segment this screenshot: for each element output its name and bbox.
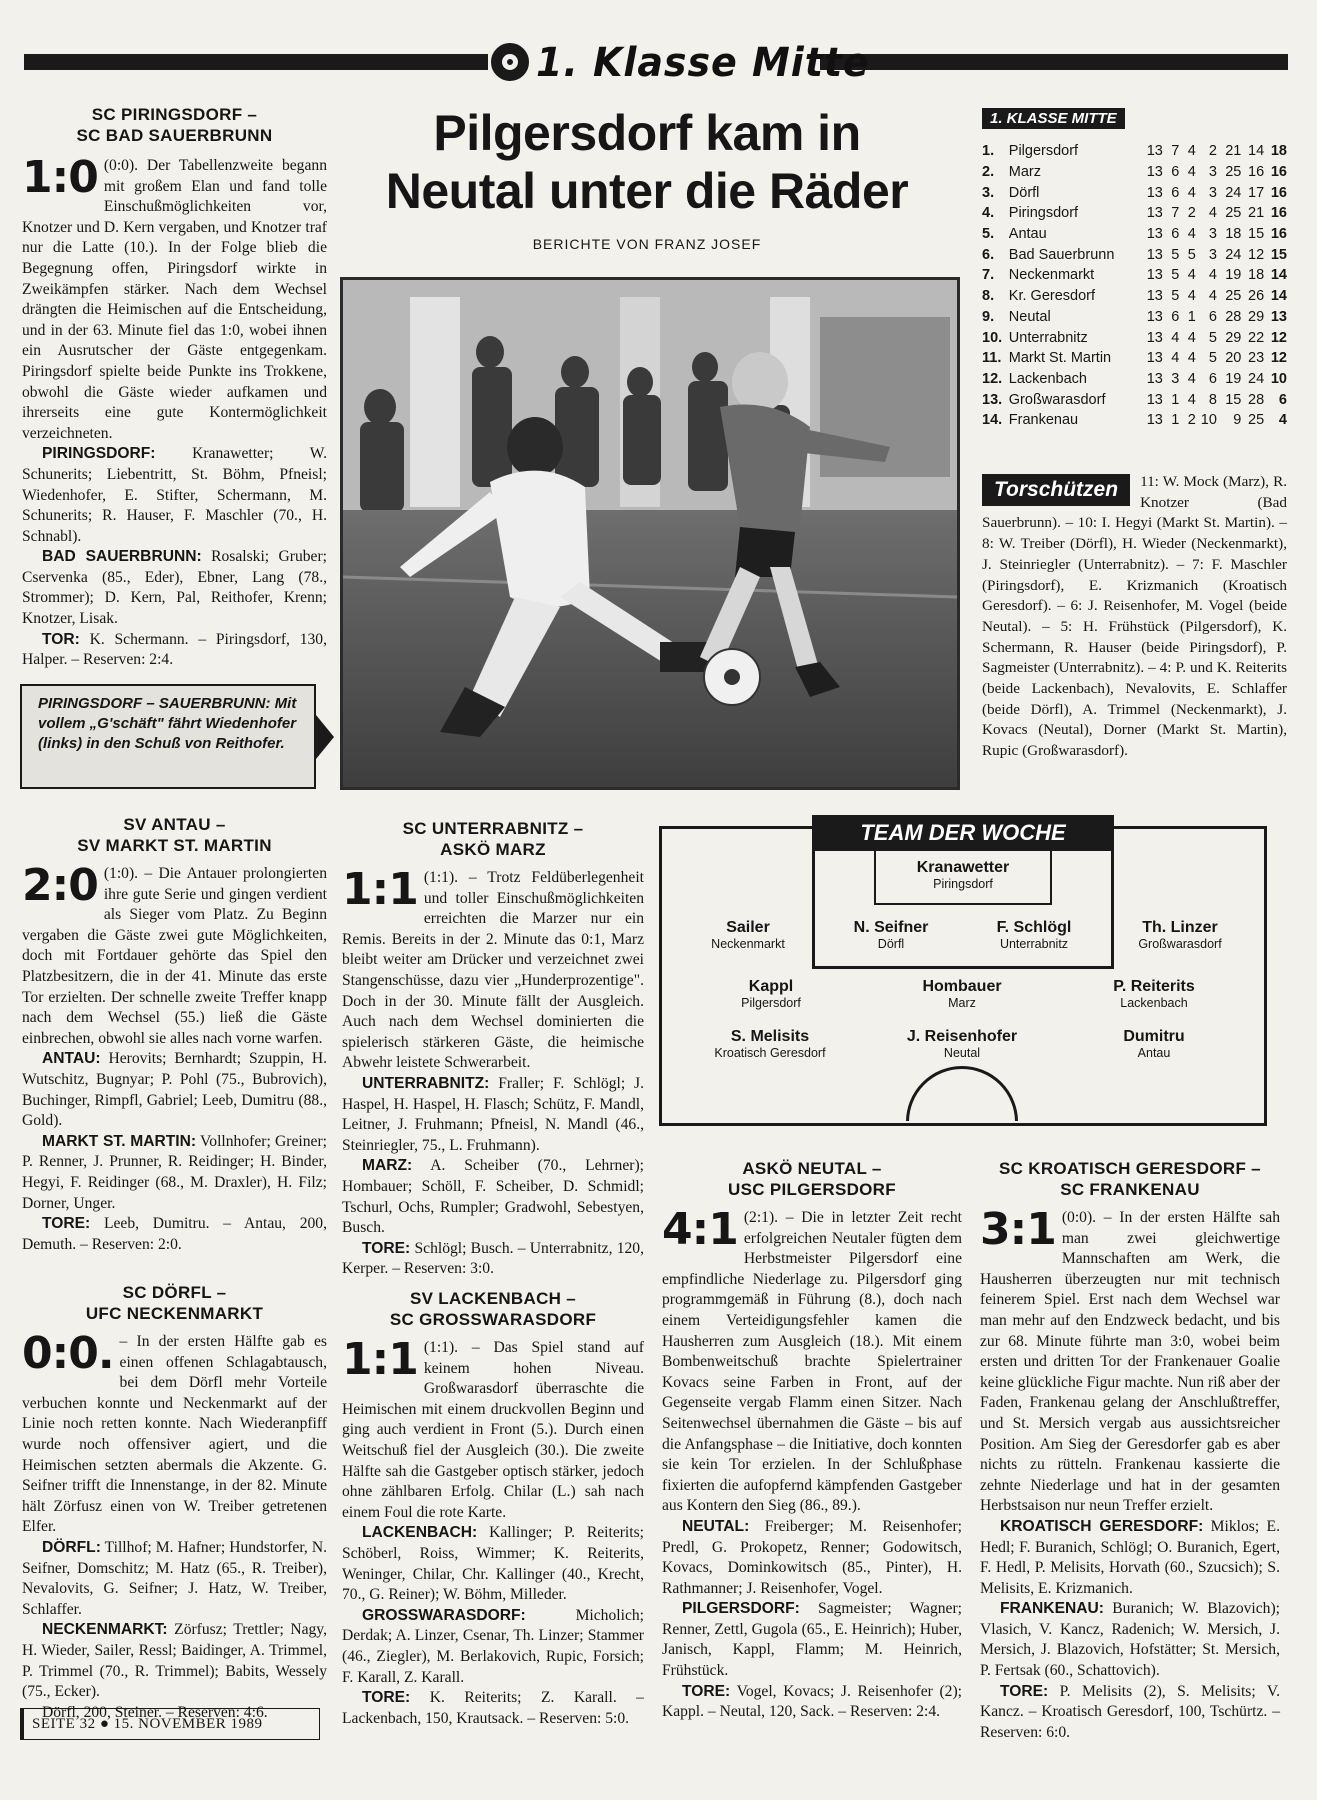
player: S. Melisits Kroatisch Geresdorf — [714, 1028, 826, 1060]
team-of-week-title: TEAM DER WOCHE — [812, 815, 1114, 851]
rank: 11. — [982, 350, 1002, 367]
stat-cell: 13 — [1146, 184, 1163, 201]
lineup-home: UNTERRABNITZ: Fraller; F. Schlögl; J. Haspel, H. Haspel, H. Flasch; Schütz, F. Mandl, Leitner, J. Fruhmann; Pfneisl, N. Mandl (46., Steinriegler, 75., L. Fruhmann). — [342, 1074, 644, 1154]
stat-cell: 12 — [1270, 329, 1287, 346]
stat-cell: 6 — [1208, 370, 1217, 387]
standings-row — [982, 203, 1287, 224]
score: 1:1 — [342, 1334, 418, 1385]
rank: 8. — [982, 288, 995, 305]
standings-row — [982, 286, 1287, 307]
stat-cell: 26 — [1248, 288, 1265, 305]
stat-cell: 18 — [1248, 267, 1265, 284]
stat-cell: 2 — [1187, 205, 1196, 222]
stat-cell: 13 — [1146, 288, 1163, 305]
match-report: 1:1 (1:1). – Das Spiel stand auf keinem hohen Niveau. Großwarasdorf überraschte die Heimischen mit einem druckvollen Beginn und ging auch verdient in Front (5.). Durch einen Weitschuß fiel der Ausgleich (30.). Die zweite Hälfte sah die Gastgeber optisch stärker, jedoch ohne zählbaren Erfolg. Chilar (L.) sah nach einem Foul die rote Karte. — [342, 1334, 644, 1521]
team-name: Bad Sauerbrunn — [1008, 246, 1115, 263]
stat-cell: 2 — [1208, 143, 1217, 160]
lineup-away: NECKENMARKT: Zörfusz; Trettler; Nagy, H. Wieder, Sailer, Ressl; Baidinger, A. Trimmel, P. Trimmel (70., R. Trimmel); Babits, Wessely (75., Ecker). — [22, 1621, 327, 1701]
stat-cell: 6 — [1278, 391, 1287, 408]
stat-cell: 3 — [1208, 246, 1217, 263]
standings-row — [982, 348, 1287, 369]
standings-row — [982, 141, 1287, 162]
match-title: SV LACKENBACH – SC GROSSWARASDORF — [389, 1289, 597, 1329]
stat-cell: 1 — [1171, 412, 1180, 429]
goals-line: TORE: Vogel, Kovacs; J. Reisenhofer (2); Kappl. – Neutal, 120, Sack. – Reserven: 2:4. — [662, 1682, 962, 1721]
standings-row — [982, 244, 1287, 265]
stat-cell: 6 — [1171, 226, 1180, 243]
team-name: Großwarasdorf — [1008, 391, 1106, 408]
standings-row — [982, 327, 1287, 348]
stat-cell: 18 — [1270, 143, 1287, 160]
stat-cell: 10 — [1200, 412, 1217, 429]
stat-cell: 3 — [1208, 226, 1217, 243]
standings-row — [982, 265, 1287, 286]
stat-cell: 5 — [1171, 288, 1180, 305]
stat-cell: 3 — [1208, 164, 1217, 181]
match-title: SC PIRINGSDORF – SC BAD SAUERBRUNN — [76, 105, 273, 145]
lineup-away: FRANKENAU: Buranich; W. Blazovich); Vlasich, V. Kancz, Radenich; W. Mersich, J. Mersich, J. Blazovich, Hofstätter; St. Mersich, P. Fertsak (60., Schattovich). — [980, 1600, 1281, 1680]
stat-cell: 9 — [1233, 412, 1242, 429]
team-name: Markt St. Martin — [1008, 350, 1112, 367]
match-title: SC KROATISCH GERESDORF – SC FRANKENAU — [999, 1159, 1261, 1199]
rank: 12. — [982, 370, 1003, 387]
header-rule-left — [24, 54, 488, 70]
standings-row — [982, 182, 1287, 203]
stat-cell: 7 — [1171, 205, 1180, 222]
stat-cell: 21 — [1225, 143, 1242, 160]
lineup-away: MARKT ST. MARTIN: Vollnhofer; Greiner; P. Renner, J. Prunner, R. Reidinger; H. Binder, Hegyi, F. Reidinger (68., M. Draxler), H. Filz; Dorner, Unger. — [22, 1132, 327, 1212]
lineup-home: KROATISCH GERESDORF: Miklos; E. Hedl; F. Buranich, Schlögl; O. Buranich, Egert, F. Hedl, P. Melisits, Horvath (60., Szucsich); S. Melisits, E. Krizmanich. — [980, 1517, 1280, 1597]
goals-line: TORE: P. Melisits (2), S. Melisits; V. Kancz. – Kroatisch Geresdorf, 100, Tschürtz. – Reserven: 6:0. — [980, 1682, 1280, 1741]
stat-cell: 4 — [1187, 391, 1196, 408]
stat-cell: 16 — [1270, 164, 1287, 181]
rank: 2. — [982, 164, 995, 181]
stat-cell: 4 — [1187, 370, 1196, 387]
rank: 6. — [982, 246, 995, 263]
match-report: 0:0. – In der ersten Hälfte gab es einen offenen Schlagabtausch, bei dem Dörfl mehr Vorteile verbuchen konnte und Neckenmarkt auf der Linie noch retten konnte. Nach Wiederanpfiff wurde noch offensiver agiert, und die Heimischen setzten abermals die Akzente. G. Seifner trifft die Innenstange, in der 82. Minute hält Zörfusz einen von W. Treiber getretenen Elfer. — [22, 1328, 327, 1536]
lineup-away: MARZ: A. Scheiber (70., Lehrner); Hombauer; Schöll, F. Scheiber, D. Schmidl; Tschurl, Ochs, Rumpler; Gradwohl, Sebestyen, Busch. — [342, 1157, 644, 1237]
stat-cell: 4 — [1278, 412, 1287, 429]
stat-cell: 4 — [1208, 288, 1217, 305]
match-report-doerfl — [22, 1282, 327, 1723]
team-name: Pilgersdorf — [1008, 143, 1079, 160]
scorers-box — [982, 472, 1287, 762]
stat-cell: 5 — [1171, 246, 1180, 263]
stat-cell: 12 — [1270, 350, 1287, 367]
football-icon — [491, 43, 529, 81]
stat-cell: 24 — [1225, 246, 1242, 263]
stat-cell: 19 — [1225, 267, 1242, 284]
lineup-away: GROSSWARASDORF: Micholich; Derdak; A. Linzer, Csenar, Th. Linzer; Stammer (46., Ziegler), M. Berlakovich, Rupic, Forsich; F. Karall, Z. Karall. — [342, 1606, 644, 1686]
stat-cell: 16 — [1270, 205, 1287, 222]
stat-cell: 14 — [1248, 143, 1265, 160]
stat-cell: 28 — [1248, 391, 1265, 408]
stat-cell: 18 — [1225, 226, 1242, 243]
player: Sailer Neckenmarkt — [711, 919, 785, 951]
rank: 4. — [982, 205, 995, 222]
match-report-geresdorf — [980, 1158, 1280, 1743]
stat-cell: 3 — [1208, 184, 1217, 201]
match-report-piringsdorf — [22, 104, 327, 671]
stat-cell: 29 — [1225, 329, 1242, 346]
rank: 1. — [982, 143, 995, 160]
match-report: 1:0 (0:0). Der Tabellenzweite begann mit großem Elan und fand tolle Einschußmöglichkeiten vor, Knotzer und D. Kern vergaben, und Knotzer traf nur die Latte (10.). In der Folge blieb die Begegnung offen, Piringsdorf wirkte in Zweikämpfen stärker. Nach dem Wechsel drängten die Heimischen auf die Entscheidung, und in der 63. Minute fiel das 1:0, wobei ihnen ein Ausrutscher der Gäste entgegenkam. Piringsdorf spielte beide Punkte ins Trokkene, obwohl die Gäste wieder aufkamen und ihrerseits eine gute Kontermöglichkeit verzeichneten. — [22, 152, 327, 442]
photo-caption: PIRINGSDORF – SAUERBRUNN: Mit vollem „G'schäft" fährt Wiedenhofer (links) in den Schuß von Reithofer. — [20, 684, 316, 789]
stat-cell: 13 — [1146, 329, 1163, 346]
score: 1:0 — [22, 152, 98, 203]
match-report-antau — [22, 814, 327, 1255]
caption-arrow-icon — [316, 715, 334, 759]
stat-cell: 13 — [1146, 246, 1163, 263]
stat-cell: 6 — [1171, 308, 1180, 325]
stat-cell: 13 — [1146, 205, 1163, 222]
standings-table — [982, 141, 1287, 431]
stat-cell: 25 — [1225, 205, 1242, 222]
stat-cell: 1 — [1187, 308, 1196, 325]
goals-line: TORE: K. Reiterits; Z. Karall. – Lackenbach, 150, Krautsack. – Reserven: 5:0. — [342, 1689, 644, 1727]
team-name: Antau — [1008, 226, 1047, 243]
rank: 9. — [982, 308, 995, 325]
stat-cell: 25 — [1248, 412, 1265, 429]
stat-cell: 25 — [1225, 288, 1242, 305]
section-title: 1. Klasse Mitte — [536, 40, 870, 86]
standings-box — [982, 108, 1287, 431]
match-report: 3:1 (0:0). – In der ersten Hälfte sah man zwei gleichwertige Mannschaften am Werk, die Hausherren überzeugten nur mit technisch feinerem Spiel. Erst nach dem Wechsel war man mehr auf den Endzweck bedacht, und bis zur 68. Minute führte man 3:0, wobei beim ersten und dritten Tor der Frankenauer Goalie keine glückliche Figur machte. Nun riß aber der Faden, Frankenau gelang der Anschlußtreffer, und St. Mersich vergab aus aussichtsreicher Position. Am Sieg der Geresdorfer gab es aber nichts zu rütteln. Frankenau kassierte die zehnte Niederlage und hat in der gesamten Herbstsaison nur neun Treffer erzielt. — [980, 1204, 1280, 1515]
player: F. Schlögl Unterrabnitz — [996, 919, 1072, 951]
stat-cell: 4 — [1171, 329, 1180, 346]
stat-cell: 4 — [1187, 329, 1196, 346]
stat-cell: 13 — [1146, 226, 1163, 243]
lineup-home: PIRINGSDORF: Kranawetter; W. Schunerits; Liebentritt, St. Böhm, Pfneisl; Wiedenhofer, E. Stifter, Schermann, M. Schunerits; R. Hauser, F. Maschler (70., H. Schnabl). — [22, 445, 327, 545]
stat-cell: 5 — [1208, 329, 1217, 346]
stat-cell: 5 — [1208, 350, 1217, 367]
lineup-home: ANTAU: Herovits; Bernhardt; Szuppin, H. Wutschitz, Bugnyar; P. Pohl (75., Bubrovich), Buchinger, Rimpfl, Gabriel; Leeb, Dumitru (88., Gold). — [22, 1050, 327, 1130]
team-name: Kr. Geresdorf — [1008, 288, 1096, 305]
stat-cell: 1 — [1171, 391, 1180, 408]
team-name: Unterrabnitz — [1008, 329, 1088, 346]
stat-cell: 4 — [1187, 267, 1196, 284]
team-name: Piringsdorf — [1008, 205, 1079, 222]
stat-cell: 4 — [1187, 184, 1196, 201]
standings-row — [982, 162, 1287, 183]
stat-cell: 13 — [1146, 391, 1163, 408]
team-name: Frankenau — [1008, 412, 1079, 429]
standings-row — [982, 410, 1287, 431]
stat-cell: 2 — [1187, 412, 1196, 429]
stat-cell: 16 — [1270, 226, 1287, 243]
lineup-home: LACKENBACH: Kallinger; P. Reiterits; Schöberl, Roiss, Wimmer; K. Reiterits, Weninger, Chilar, Chr. Kallinger (40., Krecht, 70., G. Reiner); W. Böhm, Milleder. — [342, 1524, 644, 1604]
team-name: Marz — [1008, 164, 1042, 181]
score: 4:1 — [662, 1204, 738, 1255]
stat-cell: 14 — [1270, 288, 1287, 305]
match-report-lackenbach — [342, 1288, 644, 1729]
lineup-away: BAD SAUERBRUNN: Rosalski; Gruber; Cservenka (85., Eder), Ebner, Lang (78., Strommer); D. Kern, Pal, Reithofer, Krenn; Knotzer, Lisak. — [22, 548, 328, 628]
stat-cell: 12 — [1248, 246, 1265, 263]
rank: 7. — [982, 267, 995, 284]
stat-cell: 5 — [1187, 246, 1196, 263]
page-footer: SEITE 32 ● 15. NOVEMBER 1989 — [20, 1708, 320, 1740]
stat-cell: 29 — [1248, 308, 1265, 325]
goals-line: Dörfl, 200, Steiner. – Reserven: 4:6. — [42, 1703, 268, 1721]
byline: BERICHTE VON FRANZ JOSEF — [532, 236, 762, 252]
player: Dumitru Antau — [1123, 1028, 1185, 1060]
score: 3:1 — [980, 1204, 1056, 1255]
match-report-unterrabnitz — [342, 818, 644, 1280]
stat-cell: 28 — [1225, 308, 1242, 325]
stat-cell: 13 — [1146, 308, 1163, 325]
stat-cell: 4 — [1187, 288, 1196, 305]
stat-cell: 4 — [1187, 226, 1196, 243]
stat-cell: 4 — [1208, 205, 1217, 222]
match-photo — [340, 277, 960, 790]
rank: 10. — [982, 329, 1003, 346]
stat-cell: 15 — [1270, 246, 1287, 263]
stat-cell: 15 — [1248, 226, 1265, 243]
rank: 13. — [982, 391, 1003, 408]
stat-cell: 6 — [1171, 184, 1180, 201]
stat-cell: 17 — [1248, 184, 1265, 201]
player: Kappl Pilgersdorf — [741, 978, 801, 1010]
stat-cell: 7 — [1171, 143, 1180, 160]
stat-cell: 24 — [1225, 184, 1242, 201]
stat-cell: 20 — [1225, 350, 1242, 367]
match-report: 4:1 (2:1). – Die in letzter Zeit recht erfolgreichen Neutaler fügten dem Herbstmeister Pilgersdorf eine empfindliche Niederlage zu. Pilgersdorf ging programmgemäß in Führung (8.), doch nach einem Verteidigungsfehler kamen die Hausherren zum Ausgleich (18.). Mit einem Bombenweitschuß brachte Spielertrainer Kovacs seine Farben in Front, auf der Gegenseite vergab Flamm einen Sitzer. Nach Seitenwechsel übernahmen die Gäste – bis auf die Anfangsphase – die Initiative, doch konnten sie kein Tor erzielen. In der Schlußphase fixierten die aufopfernd kämpfenden Gastgeber aus Kontern den Sieg (86., 89.). — [662, 1204, 962, 1515]
match-title: SC DÖRFL – UFC NECKENMARKT — [85, 1283, 264, 1323]
header-rule-right — [820, 54, 1288, 70]
match-report: 2:0 (1:0). – Die Antauer prolongierten ihre gute Serie und gingen verdient als Sieger vom Platz. Zu Beginn vergaben die Gäste zwei gute Möglichkeiten, doch mit Fortdauer gehörte das Spiel den Platzbesitzern, die in der 41. Minute das erste Tor erzielten. Der schnelle zweite Treffer knapp nach dem Wechsel (55.) ließ die Gäste einbrechen, obwohl sie alles nach vorne warfen. — [22, 860, 327, 1047]
match-report-neutal — [662, 1158, 962, 1723]
goals-line: TORE: Schlögl; Busch. – Unterrabnitz, 120, Kerper. – Reserven: 3:0. — [342, 1239, 644, 1278]
stat-cell: 13 — [1270, 308, 1287, 325]
player: J. Reisenhofer Neutal — [906, 1028, 1018, 1060]
standings-title: 1. KLASSE MITTE — [982, 108, 1125, 129]
stat-cell: 4 — [1187, 143, 1196, 160]
stat-cell: 14 — [1270, 267, 1287, 284]
rank: 5. — [982, 226, 995, 243]
match-title: ASKÖ NEUTAL – USC PILGERSDORF — [728, 1159, 896, 1199]
score: 1:1 — [342, 864, 418, 915]
stat-cell: 5 — [1171, 267, 1180, 284]
stat-cell: 21 — [1248, 205, 1265, 222]
stat-cell: 13 — [1146, 143, 1163, 160]
stat-cell: 15 — [1225, 391, 1242, 408]
stat-cell: 13 — [1146, 350, 1163, 367]
stat-cell: 16 — [1270, 184, 1287, 201]
rank: 14. — [982, 412, 1003, 429]
player: Th. Linzer Großwarasdorf — [1138, 919, 1222, 951]
headline: Pilgersdorf kam in Neutal unter die Räder — [385, 105, 909, 219]
stat-cell: 6 — [1208, 308, 1217, 325]
stat-cell: 4 — [1187, 164, 1196, 181]
match-title: SC UNTERRABNITZ – ASKÖ MARZ — [402, 819, 584, 859]
match-report: 1:1 (1:1). – Trotz Feldüberlegenheit und toller Einschußmöglichkeiten erreichten die Marzer nur ein Remis. Bereits in der 2. Minute das 0:1, Marz bleibt weiter am Drücker und verzeichnet zwei Stangenschüsse, dazu vier „Hunderprozentige". Doch in der 30. Minute fällt der Ausgleich. Auch nach dem Wechsel dominierten die spielerisch stärkeren Gäste, die heimische Abwehr leistete Schwerarbeit. — [342, 864, 644, 1072]
stat-cell: 4 — [1208, 267, 1217, 284]
team-name: Neckenmarkt — [1008, 267, 1095, 284]
standings-row — [982, 369, 1287, 390]
score: 2:0 — [22, 860, 98, 911]
stat-cell: 10 — [1270, 370, 1287, 387]
goals-line: TORE: Leeb, Dumitru. – Antau, 200, Demuth. – Reserven: 2:0. — [22, 1215, 327, 1253]
match-title: SV ANTAU – SV MARKT ST. MARTIN — [77, 815, 272, 855]
stat-cell: 13 — [1146, 164, 1163, 181]
team-name: Dörfl — [1008, 184, 1040, 201]
stat-cell: 4 — [1171, 350, 1180, 367]
stat-cell: 3 — [1171, 370, 1180, 387]
player: Hombauer Marz — [922, 978, 1002, 1010]
scorers-title: Torschützen — [982, 474, 1130, 506]
stat-cell: 25 — [1225, 164, 1242, 181]
goals-line: TOR: K. Schermann. – Piringsdorf, 130, Halper. – Reserven: 2:4. — [22, 630, 327, 669]
player-goalkeeper: Kranawetter Piringsdorf — [916, 859, 1010, 891]
player: P. Reiterits Lackenbach — [1113, 978, 1195, 1010]
team-name: Neutal — [1008, 308, 1051, 325]
stat-cell: 8 — [1208, 391, 1217, 408]
article-header — [352, 104, 942, 252]
standings-row — [982, 389, 1287, 410]
stat-cell: 19 — [1225, 370, 1242, 387]
stat-cell: 16 — [1248, 164, 1265, 181]
standings-row — [982, 307, 1287, 328]
stat-cell: 13 — [1146, 370, 1163, 387]
stat-cell: 13 — [1146, 412, 1163, 429]
team-name: Lackenbach — [1008, 370, 1087, 387]
stat-cell: 22 — [1248, 329, 1265, 346]
lineup-home: DÖRFL: Tillhof; M. Hafner; Hundstorfer, N. Seifner, Domschitz; M. Hatz (65., R. Treiber), Nevalovits, G. Seifner; J. Hatz, W. Treiber, Schlaffer. — [22, 1538, 327, 1618]
stat-cell: 4 — [1187, 350, 1196, 367]
lineup-home: NEUTAL: Freiberger; M. Reisenhofer; Predl, G. Prokopetz, Renner; Godowitsch, Kovacs, Dominkowitsch (85., Pinter), H. Rathmanner; J. Reisenhofer, Vogel. — [662, 1517, 962, 1597]
scorers-list: 11: W. Mock (Marz), R. Knotzer (Bad Sauerbrunn). – 10: I. Hegyi (Markt St. Martin). – 8: W. Treiber (Dörfl), H. Wieder (Neckenmarkt), J. Steinriegler (Unterrabnitz). – 7: F. Maschler (Piringsdorf), E. Krizmanich (Kroatisch Geresdorf). – 6: J. Reisenhofer, M. Vogel (beide Neutal). – 5: H. Frühstück (Pilgersdorf), K. Schermann, R. Hauser (beide Piringsdorf), P. Sagmeister (Unterrabnitz). – 4: P. und K. Reiterits (beide Lackenbach), Nevalovits, E. Schlaffer (beide Dörfl), A. Trimmel (Neckenmarkt), J. Kovacs (Neutal), Dorner (Markt St. Martin), Rupic (Großwarasdorf). — [982, 473, 1287, 760]
standings-row — [982, 224, 1287, 245]
rank: 3. — [982, 184, 995, 201]
stat-cell: 23 — [1248, 350, 1265, 367]
stat-cell: 6 — [1171, 164, 1180, 181]
score: 0:0. — [22, 1328, 114, 1379]
stat-cell: 13 — [1146, 267, 1163, 284]
player: N. Seifner Dörfl — [853, 919, 929, 951]
stat-cell: 24 — [1248, 370, 1265, 387]
lineup-away: PILGERSDORF: Sagmeister; Wagner; Renner, Zettl, Gugola (65., E. Heinrich); Huber, Janisch, Kappl, Flamm; M. Heinrich, Frühstück. — [662, 1600, 962, 1680]
